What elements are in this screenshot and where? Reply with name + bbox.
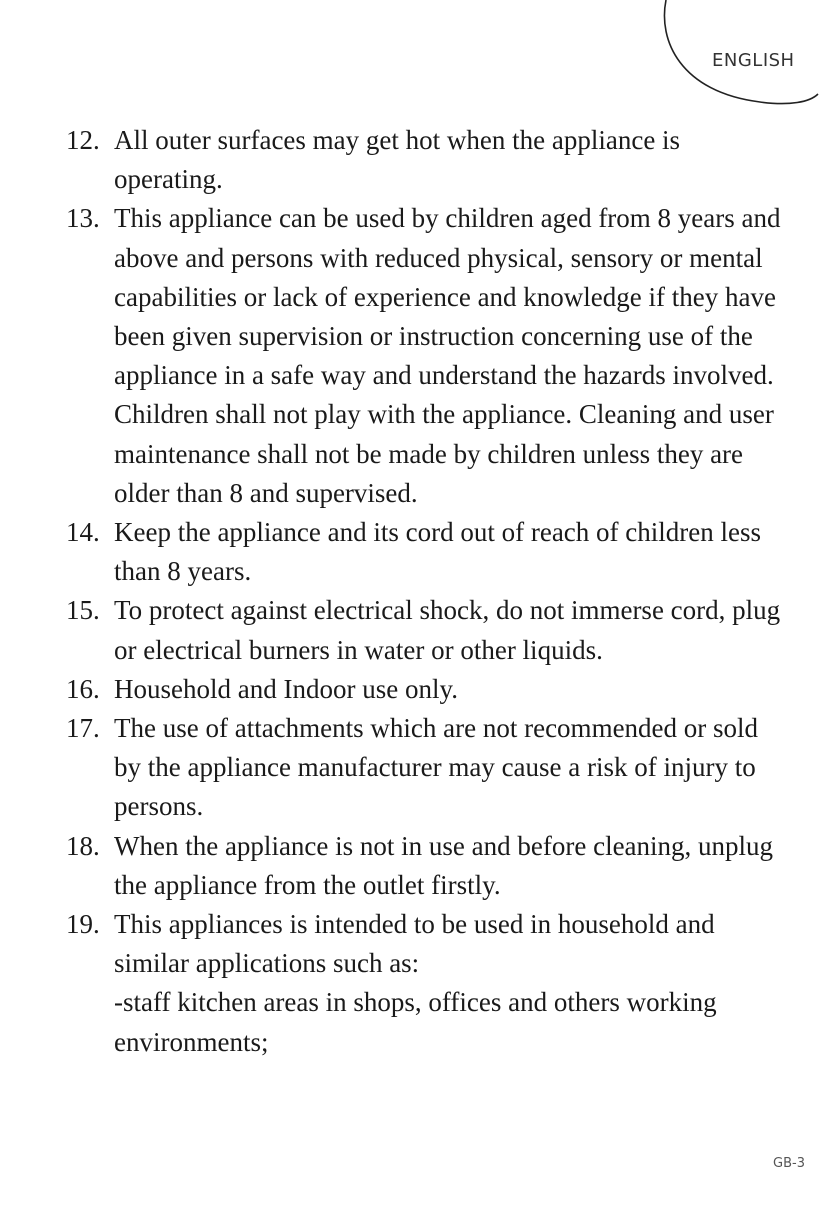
item-text: Household and Indoor use only. — [114, 673, 458, 704]
list-item — [66, 513, 786, 591]
item-number: 15. — [66, 595, 100, 626]
list-item — [66, 670, 786, 709]
item-subtext: -staff kitchen areas in shops, offices and others working environments; — [114, 987, 717, 1057]
list-item — [66, 591, 786, 669]
item-text: The use of attachments which are not recommended or sold by the appliance manufacturer may cause a risk of injury to persons. — [114, 713, 759, 822]
list-item — [66, 827, 786, 905]
page-number: GB-3 — [773, 1156, 805, 1171]
item-text: Keep the appliance and its cord out of reach of children less than 8 years. — [114, 517, 761, 587]
item-text: To protect against electrical shock, do not immerse cord, plug or electrical burners in water or other liquids. — [114, 595, 781, 665]
list-item — [66, 709, 786, 827]
list-item — [66, 121, 786, 199]
language-label: ENGLISH — [712, 50, 795, 71]
item-number: 17. — [66, 713, 100, 744]
item-number: 12. — [66, 125, 100, 155]
item-number: 16. — [66, 673, 100, 704]
item-text: When the appliance is not in use and before cleaning, unplug the appliance from the outlet firstly. — [114, 830, 774, 900]
safety-instructions — [66, 121, 786, 1062]
item-number: 14. — [66, 517, 100, 548]
item-text: All outer surfaces may get hot when the appliance is operating. — [114, 125, 681, 195]
item-number: 18. — [66, 830, 100, 861]
list-item — [66, 905, 786, 1062]
item-text: This appliance can be used by children aged from 8 years and above and persons with reduced physical, sensory or mental capabilities or lack of experience and knowledge if they have been given supervision or instruction concerning use of the appliance in a safe way and understand the hazards involved. Children shall not play with the appliance. Cleaning and user maintenance shall not be made by children unless they are older than 8 and supervised. — [114, 203, 781, 508]
item-text-group — [114, 905, 786, 1062]
list-item — [66, 199, 786, 513]
item-text: This appliances is intended to be used in household and similar applications such as: — [114, 909, 715, 979]
instruction-list — [66, 121, 786, 1062]
item-number: 19. — [66, 909, 100, 940]
item-number: 13. — [66, 203, 100, 234]
